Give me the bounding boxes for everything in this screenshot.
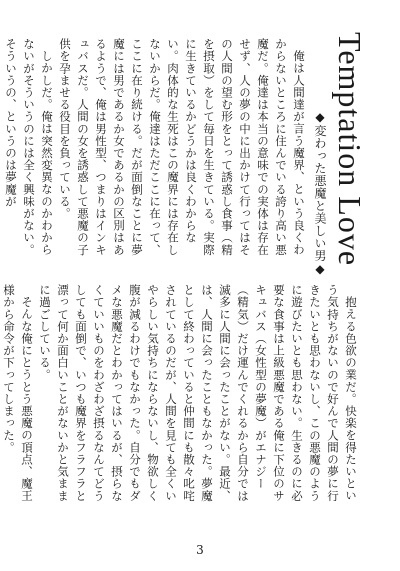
paragraph: 俺は人間達が言う魔界、という良くわからないところに住んでいる誇り高い悪魔だ。俺達は本当の意味での実体は存在せず、人の夢の中に出かけて行ってはその人間の望む形をとって誘惑し食事（精を摂取）をして毎日を生きている。実際に生きているかどうかは良くわからない。肉体的な生死はこの魔界には存在しないからだ。俺達はただここに在って、ここに在り続ける。だが面倒なことに夢魔には男であるか女であるかの区別はあるようで、俺は男性型、つまりはインキュバスだ。人間の女を誘惑して悪魔の子供を孕ませる役目を負っている。	[58, 38, 306, 256]
upper-text-block	[4, 38, 308, 260]
paragraph: 抱える色欲の業だ。快楽を得たいという気持ちがないので好んで人間の夢に行きたいとも思わないし、この悪魔のように遊びたいとも思わない。生きるのに必要な食事は上級悪魔である俺に下位のサキュバス（女性型の夢魔）がエナジー（精気）だけ運んでくれるから自分では滅多に人間に会ったことがない。最近、は、人間に会ったこともなかった。夢魔として終わっていると仲間にも散々叱咤されているのだが、人間を見ても全くいやらしい気持ちにならないし、物欲しく腹が減るわけでもなかった。自分でもダメな悪魔だとわかってはいるが、摂らなくていいものをわざわざ摂るなんてどうしても面倒で、いつも魔界をフラフラと漂って何か面白いことがないかと気ままに過ごしている。	[38, 284, 358, 502]
page-number: 3	[196, 543, 204, 557]
story-title: Temptation Love	[332, 32, 368, 267]
paragraph: しかしだ。俺は突然変異なのかわからないがそういうのには全く興味がない。そういうの、というのは夢魔が	[4, 38, 54, 256]
story-subtitle: ◆変わった悪魔と美しい男◆	[313, 110, 327, 277]
lower-text-block	[2, 284, 360, 506]
paragraph: そんな俺にとうとう悪魔の頂点、魔王様から命令が下ってしまった。	[2, 284, 34, 502]
